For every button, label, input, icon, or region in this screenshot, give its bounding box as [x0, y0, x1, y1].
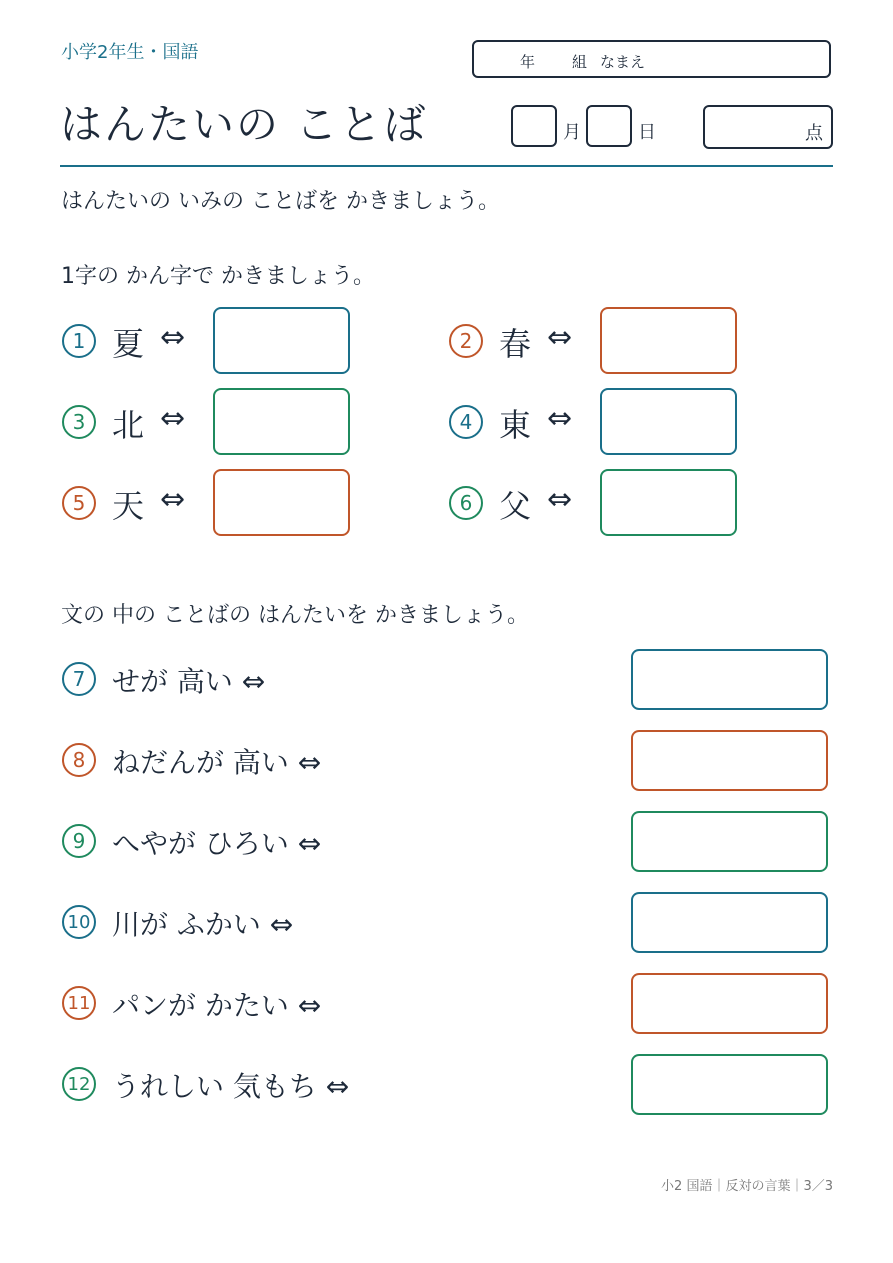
month-label: 月 [563, 122, 581, 143]
answer-box[interactable] [631, 973, 828, 1034]
answer-box[interactable] [600, 307, 737, 374]
item-number: 1 [62, 324, 96, 358]
day-label: 日 [638, 122, 656, 143]
answer-box[interactable] [631, 811, 828, 872]
day-input[interactable] [586, 105, 632, 147]
grade-subject-label: 小学2年生・国語 [61, 42, 199, 63]
opposite-arrow-icon: ⇔ [547, 401, 573, 436]
opposite-arrow-icon: ⇔ [547, 320, 573, 355]
opposite-arrow-icon: ⇔ [547, 482, 573, 517]
score-label: 点 [805, 123, 823, 144]
kanji-word: 父 [499, 487, 532, 525]
item-number: 8 [62, 743, 96, 777]
opposite-arrow-icon: ⇔ [160, 320, 186, 355]
kanji-word: 北 [112, 406, 145, 444]
item-number: 3 [62, 405, 96, 439]
item-number: 6 [449, 486, 483, 520]
answer-box[interactable] [631, 892, 828, 953]
answer-box[interactable] [213, 307, 350, 374]
section2-heading: 文の 中の ことばの はんたいを かきましょう。 [61, 603, 529, 628]
sentence-text: せが 高い ⇔ [112, 665, 266, 698]
name-label: なまえ [600, 53, 646, 71]
class-label: 組 [572, 53, 588, 71]
sentence-text: うれしい 気もち ⇔ [112, 1070, 350, 1103]
answer-box[interactable] [213, 388, 350, 455]
sentence-text: へやが ひろい ⇔ [112, 827, 322, 860]
item-number: 4 [449, 405, 483, 439]
answer-box[interactable] [631, 730, 828, 791]
header-divider [60, 165, 833, 167]
name-field[interactable] [472, 40, 831, 78]
kanji-word: 夏 [112, 325, 145, 363]
kanji-word: 春 [499, 325, 532, 363]
item-number: 10 [62, 905, 96, 939]
answer-box[interactable] [631, 1054, 828, 1115]
month-input[interactable] [511, 105, 557, 147]
score-input[interactable] [703, 105, 833, 149]
item-number: 12 [62, 1067, 96, 1101]
sentence-text: 川が ふかい ⇔ [112, 908, 294, 941]
main-instruction: はんたいの いみの ことばを かきましょう。 [61, 189, 500, 214]
opposite-arrow-icon: ⇔ [160, 482, 186, 517]
item-number: 7 [62, 662, 96, 696]
item-number: 2 [449, 324, 483, 358]
answer-box[interactable] [600, 469, 737, 536]
kanji-word: 天 [112, 487, 145, 525]
sentence-text: パンが かたい ⇔ [112, 989, 322, 1022]
item-number: 11 [62, 986, 96, 1020]
kanji-word: 東 [499, 406, 532, 444]
item-number: 5 [62, 486, 96, 520]
item-number: 9 [62, 824, 96, 858]
sentence-text: ねだんが 高い ⇔ [112, 746, 322, 779]
page-footer: 小2 国語｜反対の言葉｜3／3 [661, 1179, 833, 1194]
opposite-arrow-icon: ⇔ [160, 401, 186, 436]
page-title: はんたいの ことば [60, 100, 428, 149]
answer-box[interactable] [631, 649, 828, 710]
answer-box[interactable] [213, 469, 350, 536]
year-label: 年 [520, 53, 536, 71]
section1-heading: 1字の かん字で かきましょう。 [61, 264, 375, 289]
answer-box[interactable] [600, 388, 737, 455]
